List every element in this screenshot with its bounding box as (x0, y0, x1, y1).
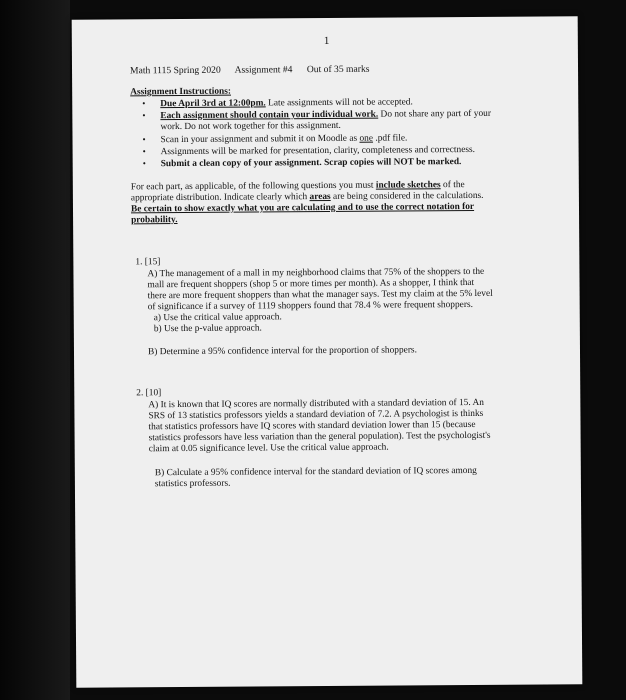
question-1-text: of significance if a survey of 1119 shoppers found that 78.4 % were frequent shoppers. (147, 299, 473, 313)
page-number: 1 (323, 34, 330, 48)
general-emphasis: areas (309, 191, 331, 203)
background-shadow (0, 0, 70, 700)
question-2-text: SRS of 13 statistics professors yields a standard deviation of 7.2. A psychologist is thinks (148, 408, 484, 422)
instruction-bold: Each assignment should contain your individual work. (160, 109, 379, 122)
question-1-part-b: B) Determine a 95% confidence interval for the proportion of shoppers. (147, 345, 417, 358)
instructions-heading: Assignment Instructions: (130, 86, 232, 98)
instruction-text: Late assignments will not be accepted. (265, 97, 413, 109)
bullet-dot: • (142, 158, 146, 169)
page-header (130, 64, 382, 77)
assignment-title: Assignment #4 (234, 64, 293, 76)
instruction-bold: Due April 3rd at 12:00pm. (160, 98, 266, 110)
question-2-number: 2. [10] (136, 388, 162, 399)
question-2-text: statistics professors have less variation than the general population). Test the psychologist's (148, 430, 491, 444)
question-2-part-b: statistics professors. (154, 478, 231, 490)
instruction-text: Do not share any part of your (378, 108, 491, 120)
question-2-text: claim at 0.05 significance level. Use the critical value approach. (148, 442, 389, 455)
instruction-text: .pdf file. (372, 133, 408, 144)
instruction-underlined: one (359, 133, 374, 144)
instruction-item: Submit a clean copy of your assignment. Scrap copies will NOT be marked. (160, 157, 462, 170)
general-instructions-line: probability. (131, 215, 178, 226)
general-instructions-line: Be certain to show exactly what you are calculating and to use the correct notation for (130, 201, 475, 215)
general-text: appropriate distribution. Indicate clearly which (130, 192, 310, 204)
question-2-text: that statistics professors have IQ scores with standard deviation lower than 15 (because (148, 419, 476, 433)
marks-total: Out of 35 marks (306, 63, 370, 76)
course-title: Math 1115 Spring 2020 (129, 64, 221, 77)
question-1-sub-a: a) Use the critical value approach. (153, 312, 282, 324)
general-text: For each part, as applicable, of the following questions you must (130, 180, 376, 193)
question-1-text: A) The management of a mall in my neighborhood claims that 75% of the shoppers to the (147, 266, 485, 280)
general-emphasis: include sketches (375, 180, 441, 191)
instruction-item (160, 97, 413, 110)
document-page (72, 16, 583, 688)
question-1-text: mall are frequent shoppers (shop 5 or more times per month). As a shopper, I think that (147, 277, 475, 291)
instruction-item: Assignments will be marked for presentation, clarity, completeness and correctness. (160, 144, 476, 158)
question-1-sub-b: b) Use the p-value approach. (153, 323, 262, 335)
question-2-part-b: B) Calculate a 95% confidence interval for the standard deviation of IQ scores among (154, 465, 477, 479)
question-1-number: 1. [15] (135, 257, 161, 268)
bullet-dot: • (142, 134, 146, 145)
instruction-item-continued: work. Do not work together for this assignment. (160, 120, 341, 133)
bullet-dot: • (142, 146, 146, 157)
bullet-dot: • (142, 98, 146, 109)
question-2-text: A) It is known that IQ scores are normally distributed with a standard deviation of 15. An (148, 397, 485, 411)
instruction-item (160, 133, 407, 146)
instruction-text: Scan in your assignment and submit it on Moodle as (160, 133, 360, 146)
general-text: of the (440, 180, 465, 191)
general-text: are being considered in the calculations. (330, 190, 484, 202)
question-1-text: there are more frequent shoppers than what the manager says. Test my claim at the 5% level (147, 288, 493, 302)
bullet-dot: • (142, 110, 146, 121)
